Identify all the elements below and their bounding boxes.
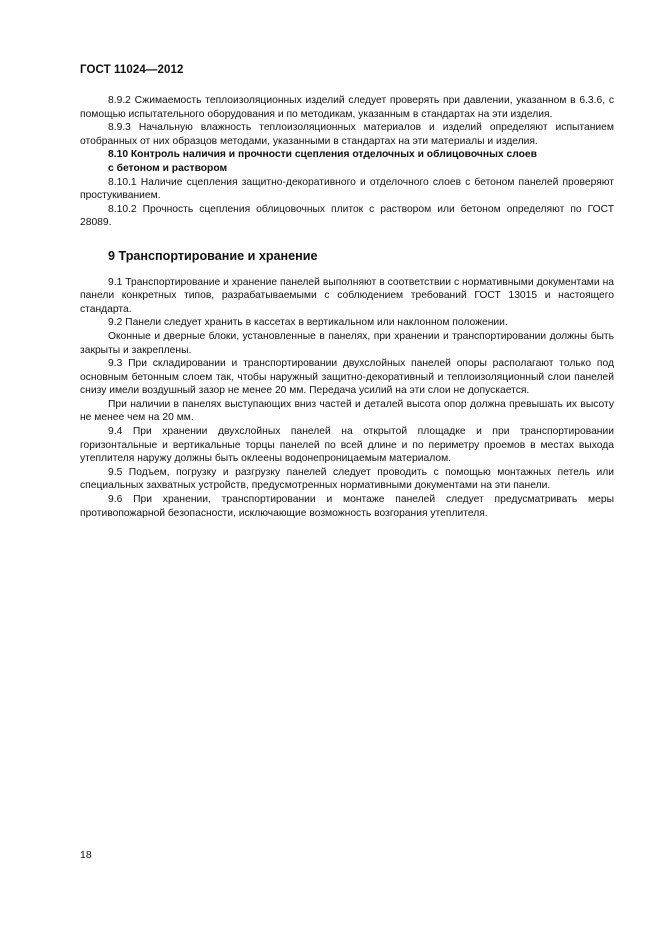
subsection-8-10-title-line2: с бетоном и раствором <box>108 162 228 174</box>
paragraph-8-10-1: 8.10.1 Наличие сцепления защитно-декоративного и отделочного слоев с бетоном панелей проверяют простукиванием. <box>80 176 614 202</box>
paragraph-9-5: 9.5 Подъем, погрузку и разгрузку панелей следует проводить с помощью монтажных петель или специальных захватных устройств, предусмотренных нормативными документами на эти панели. <box>80 466 614 492</box>
paragraph-8-9-3: 8.9.3 Начальную влажность теплоизоляционных материалов и изделий определяют испытанием отобранных от них образцов методами, указанными в стандартах на эти материалы и изделия. <box>80 122 614 147</box>
document-body <box>80 94 614 520</box>
paragraph-9-4: 9.4 При хранении двухслойных панелей на открытой площадке и при транспортировании горизонтальные и вертикальные торцы панелей по всей длине и по периметру проемов в местах выхода утеплителя наружу должны быть оклеены водонепроницаемым материалом. <box>80 426 614 465</box>
paragraph-9-3: 9.3 При складировании и транспортировании двухслойных панелей опоры располагают только под основным бетонным слоем так, чтобы наружный защитно-декоративный и теплоизоляционный слои панелей снизу имели воздушный зазор не менее 20 мм. Передача усилий на эти слои не допускается. <box>80 358 614 397</box>
paragraph-8-10-2: 8.10.2 Прочность сцепления облицовочных плиток с раствором или бетоном определяют по ГОСТ 28089. <box>80 203 614 229</box>
paragraph-9-2: 9.2 Панели следует хранить в кассетах в вертикальном или наклонном положении. <box>108 317 508 329</box>
page-number: 18 <box>80 849 92 861</box>
subsection-8-10-title-line1: 8.10 Контроль наличия и прочности сцепления отделочных и облицовочных слоев <box>108 149 537 161</box>
paragraph-8-9-2: 8.9.2 Сжимаемость теплоизоляционных изделий следует проверять при давлении, указанном в 6.3.6, с помощью испытательного оборудования и по методикам, указанным в стандартах на эти изделия. <box>80 95 614 120</box>
paragraph-9-3-cont: При наличии в панелях выступающих вниз частей и деталей высота опор должна превышать их высоту не менее чем на 20 мм. <box>80 398 614 424</box>
section-9-title: 9 Транспортирование и хранение <box>108 248 318 263</box>
paragraph-9-1: 9.1 Транспортирование и хранение панелей выполняют в соответствии с нормативными документами на панели конкретных типов, разрабатываемыми с соблюдением требований ГОСТ 13015 и настоящего стандарта. <box>80 276 614 315</box>
document-header: ГОСТ 11024—2012 <box>80 64 184 76</box>
paragraph-9-6: 9.6 При хранении, транспортировании и монтаже панелей следует предусматривать меры противопожарной безопасности, исключающие возможность возгорания утеплителя. <box>80 494 614 519</box>
paragraph-9-2-cont: Оконные и дверные блоки, установленные в панелях, при хранении и транспортировании должны быть закрыты и закреплены. <box>80 330 614 356</box>
subsection-8-10-title <box>80 148 614 175</box>
